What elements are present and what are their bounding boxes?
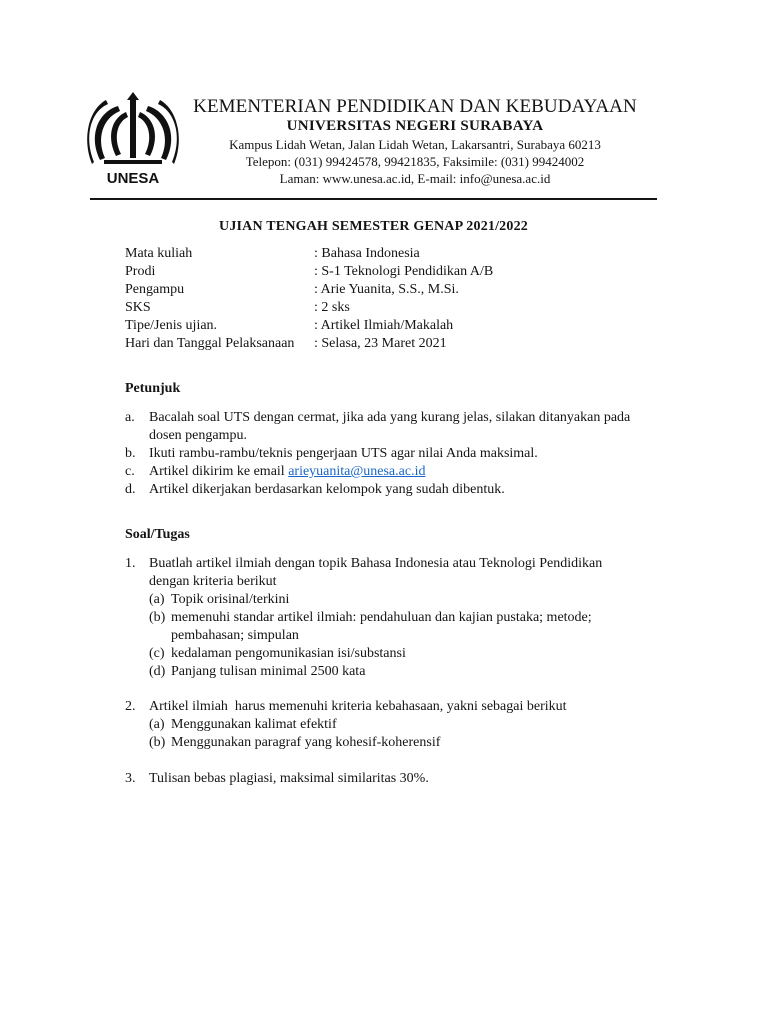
criteria-item xyxy=(149,609,700,645)
task-text: Buatlah artikel ilmiah dengan topik Bahasa Indonesia atau Teknologi Pendidikan xyxy=(149,556,603,571)
criteria-item xyxy=(149,734,700,752)
criteria-marker: (a) xyxy=(149,717,165,732)
info-label: Pengampu xyxy=(125,282,185,297)
info-value: : Selasa, 23 Maret 2021 xyxy=(314,336,447,351)
task-2 xyxy=(125,698,700,752)
list-text: Artikel dikerjakan berdasarkan kelompok yang sudah dibentuk. xyxy=(149,482,505,497)
letterhead-divider xyxy=(90,198,657,200)
criteria-text: Menggunakan kalimat efektif xyxy=(171,717,337,732)
task-item xyxy=(125,698,700,752)
ministry-name: KEMENTERIAN PENDIDIKAN DAN KEBUDAYAAN xyxy=(193,96,637,117)
info-label: Hari dan Tanggal Pelaksanaan xyxy=(125,336,295,351)
list-text-with-link xyxy=(149,463,700,481)
task-3 xyxy=(125,770,700,788)
unesa-logo xyxy=(86,90,180,188)
list-marker: d. xyxy=(125,482,136,497)
criteria-text: Panjang tulisan minimal 2500 kata xyxy=(171,664,366,679)
info-label: Mata kuliah xyxy=(125,246,193,261)
phone-fax: Telepon: (031) 99424578, 99421835, Faksimile: (031) 99424002 xyxy=(245,154,585,169)
criteria-marker: (b) xyxy=(149,735,166,750)
exam-title: UJIAN TENGAH SEMESTER GENAP 2021/2022 xyxy=(219,219,528,234)
criteria-text: Menggunakan paragraf yang kohesif-koherensif xyxy=(171,735,441,750)
info-value: : Artikel Ilmiah/Makalah xyxy=(314,318,454,333)
criteria-item xyxy=(149,645,700,663)
list-item xyxy=(125,445,700,463)
criteria-item xyxy=(149,716,700,734)
list-item xyxy=(125,463,700,481)
criteria-text: memenuhi standar artikel ilmiah: pendahuluan dan kajian pustaka; metode; xyxy=(171,610,592,625)
campus-address: Kampus Lidah Wetan, Jalan Lidah Wetan, Lakarsantri, Surabaya 60213 xyxy=(229,137,601,152)
list-item xyxy=(125,409,700,445)
info-label: Tipe/Jenis ujian. xyxy=(125,318,218,333)
criteria-text: Topik orisinal/terkini xyxy=(171,592,290,607)
task-item xyxy=(125,555,700,681)
criteria-marker: (c) xyxy=(149,646,165,661)
criteria-text: kedalaman pengomunikasian isi/substansi xyxy=(171,646,406,661)
university-name: UNIVERSITAS NEGERI SURABAYA xyxy=(286,118,544,134)
task-text: Artikel ilmiah harus memenuhi kriteria kebahasaan, yakni sebagai berikut xyxy=(149,699,567,714)
list-text-continued: dosen pengampu. xyxy=(149,428,247,443)
task-number: 3. xyxy=(125,771,136,786)
info-value: : Bahasa Indonesia xyxy=(314,246,420,261)
criteria-item xyxy=(149,663,700,681)
info-label: Prodi xyxy=(125,264,156,279)
list-text: Bacalah soal UTS dengan cermat, jika ada yang kurang jelas, silakan ditanyakan pada xyxy=(149,410,631,425)
criteria-item xyxy=(149,591,700,609)
list-text: Ikuti rambu-rambu/teknis pengerjaan UTS agar nilai Anda maksimal. xyxy=(149,446,538,461)
list-marker: c. xyxy=(125,464,135,479)
criteria-marker: (d) xyxy=(149,664,166,679)
task-number: 2. xyxy=(125,699,136,714)
list-marker: b. xyxy=(125,446,136,461)
task-1 xyxy=(125,555,700,681)
list-marker: a. xyxy=(125,410,135,425)
task-item xyxy=(125,770,700,788)
list-text: Artikel dikirim ke email xyxy=(149,464,289,479)
task-text-continued: dengan kriteria berikut xyxy=(149,574,277,589)
email-link[interactable]: arieyuanita@unesa.ac.id xyxy=(288,464,426,479)
info-value: : Arie Yuanita, S.S., M.Si. xyxy=(314,282,459,297)
criteria-marker: (a) xyxy=(149,592,165,607)
tasks-heading: Soal/Tugas xyxy=(125,527,190,542)
logo-text: UNESA xyxy=(106,170,160,187)
list-item xyxy=(125,481,700,499)
web-email: Laman: www.unesa.ac.id, E-mail: info@unesa.ac.id xyxy=(279,171,551,186)
instructions-heading: Petunjuk xyxy=(125,381,181,396)
task-number: 1. xyxy=(125,556,136,571)
instructions-list xyxy=(125,409,700,499)
task-text: Tulisan bebas plagiasi, maksimal similaritas 30%. xyxy=(149,771,429,786)
info-label: SKS xyxy=(125,300,151,315)
criteria-marker: (b) xyxy=(149,610,166,625)
info-value: : 2 sks xyxy=(314,300,350,315)
info-value: : S-1 Teknologi Pendidikan A/B xyxy=(314,264,494,279)
criteria-text-continued: pembahasan; simpulan xyxy=(171,628,299,643)
